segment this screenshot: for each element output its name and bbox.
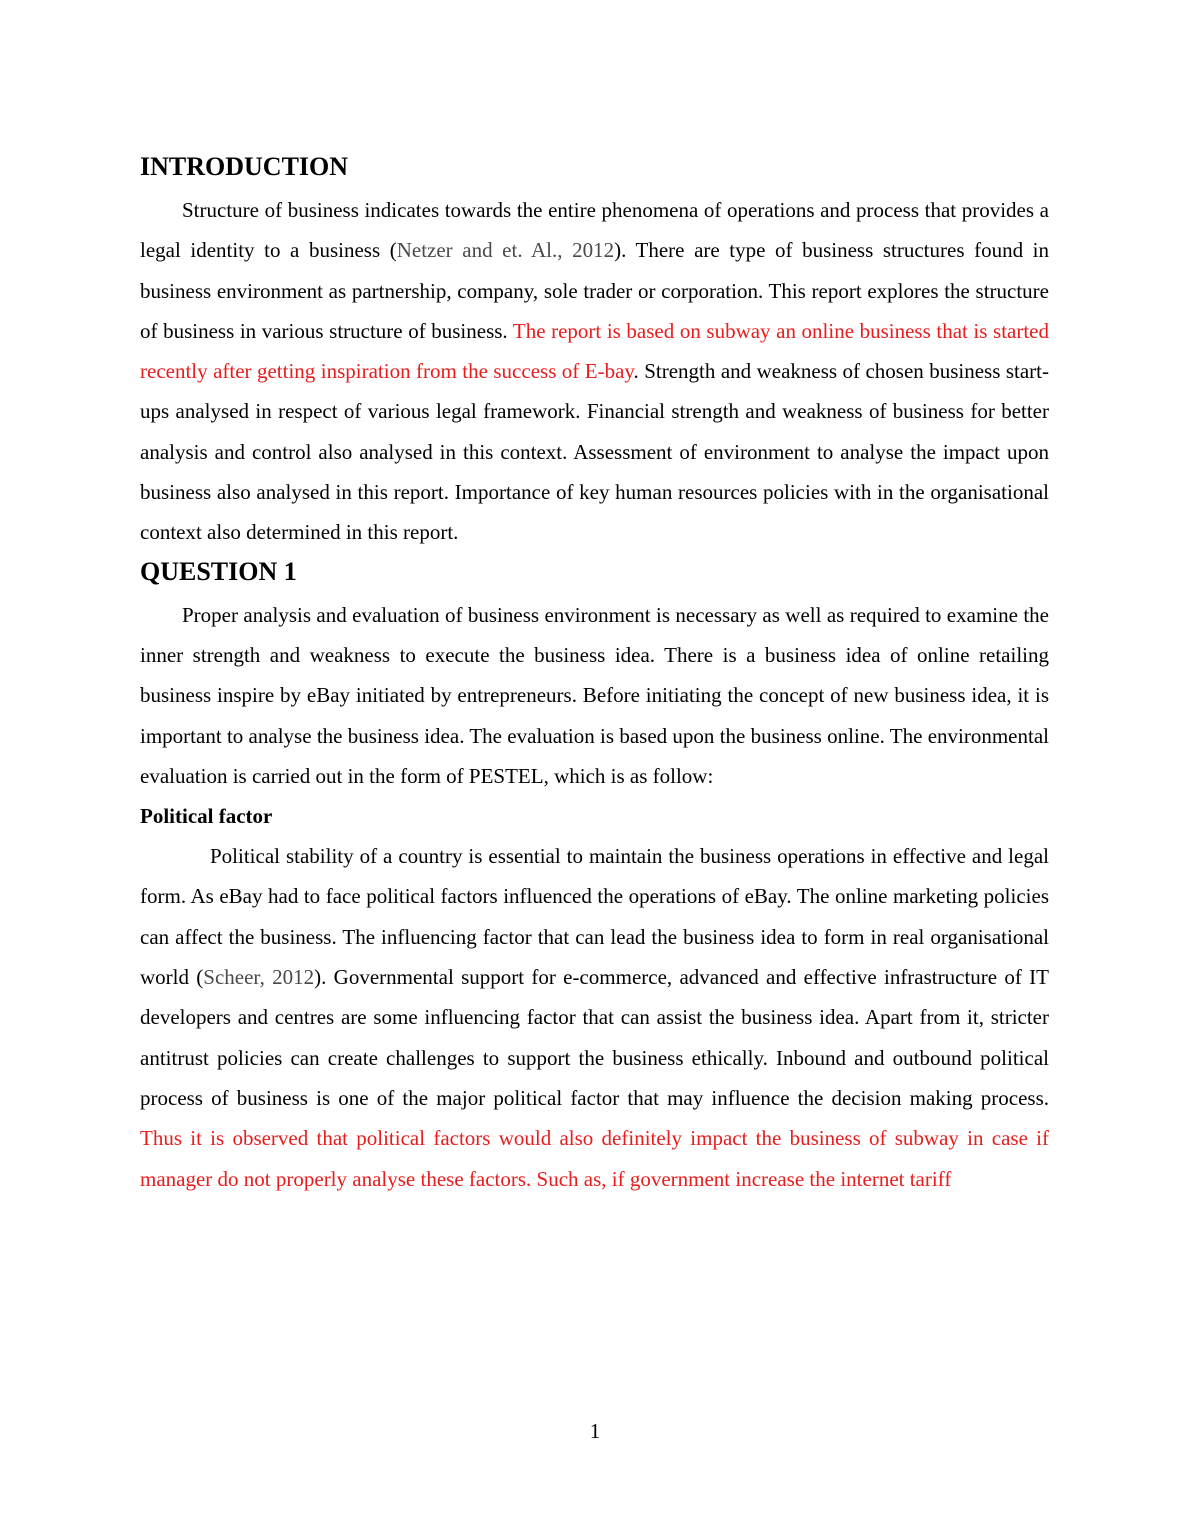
question-1-heading: QUESTION 1 (140, 556, 297, 586)
introduction-heading: INTRODUCTION (140, 152, 349, 181)
political-highlighted-text: Thus it is observed that political factors would also definitely impact the business of subway in case if manager do not properly analyse these factors. Such as, if government increase the internet tariff (140, 1126, 1049, 1191)
intro-highlighted-text: The report is based on subway an online business that is started recently after getting inspiration from the success of E-bay (140, 318, 1049, 384)
political-factor-subheading: Political factor (140, 804, 273, 829)
question-1-paragraph: Proper analysis and evaluation of business environment is necessary as well as required to examine the inner strength and weakness to execute the business idea. There is a business idea of online retailing business inspire by eBay initiated by entrepreneurs. Before initiating the concept of new business idea, it is important to analyse the business idea. The evaluation is based upon the business online. The environmental evaluation is carried out in the form of PESTEL, which is as follow: (140, 602, 1049, 788)
intro-citation: Netzer and et. Al., 2012 (396, 238, 615, 263)
intro-text-3: . Strength and weakness of chosen business start-ups analysed in respect of various legal framework. Financial strength and weakness of business for better analysis and control also analysed in this context. Assessment of environment to analyse the impact upon business also analysed in this report. Importance of key human resources policies with in the organisational context also determined in this report. (140, 359, 1049, 545)
political-text-2: ). Governmental support for e-commerce, advanced and effective infrastructure of IT developers and centres are some influencing factor that can assist the business idea. Apart from it, stricter antitrust policies can create challenges to support the business ethically. Inbound and outbound political process of business is one of the major political factor that may influence the decision making process. (140, 965, 1049, 1110)
introduction-paragraph (140, 190, 1049, 553)
political-citation: Scheer, 2012 (203, 965, 315, 990)
political-factor-paragraph (140, 836, 1049, 1199)
political-text-1: Political stability of a country is essential to maintain the business operations in effective and legal form. As eBay had to face political factors influenced the operations of eBay. The online marketing policies can affect the business. The influencing factor that can lead the business idea to form in real organisational world ( (140, 844, 1049, 990)
document-page (140, 148, 1049, 1199)
intro-text-2: ). There are type of business structures found in business environment as partnership, company, sole trader or corporation. This report explores the structure of business in various structure of business. (140, 238, 1049, 343)
page-number: 1 (589, 1419, 601, 1443)
intro-text-1: Structure of business indicates towards the entire phenomena of operations and process that provides a legal identity to a business ( (140, 198, 1049, 263)
